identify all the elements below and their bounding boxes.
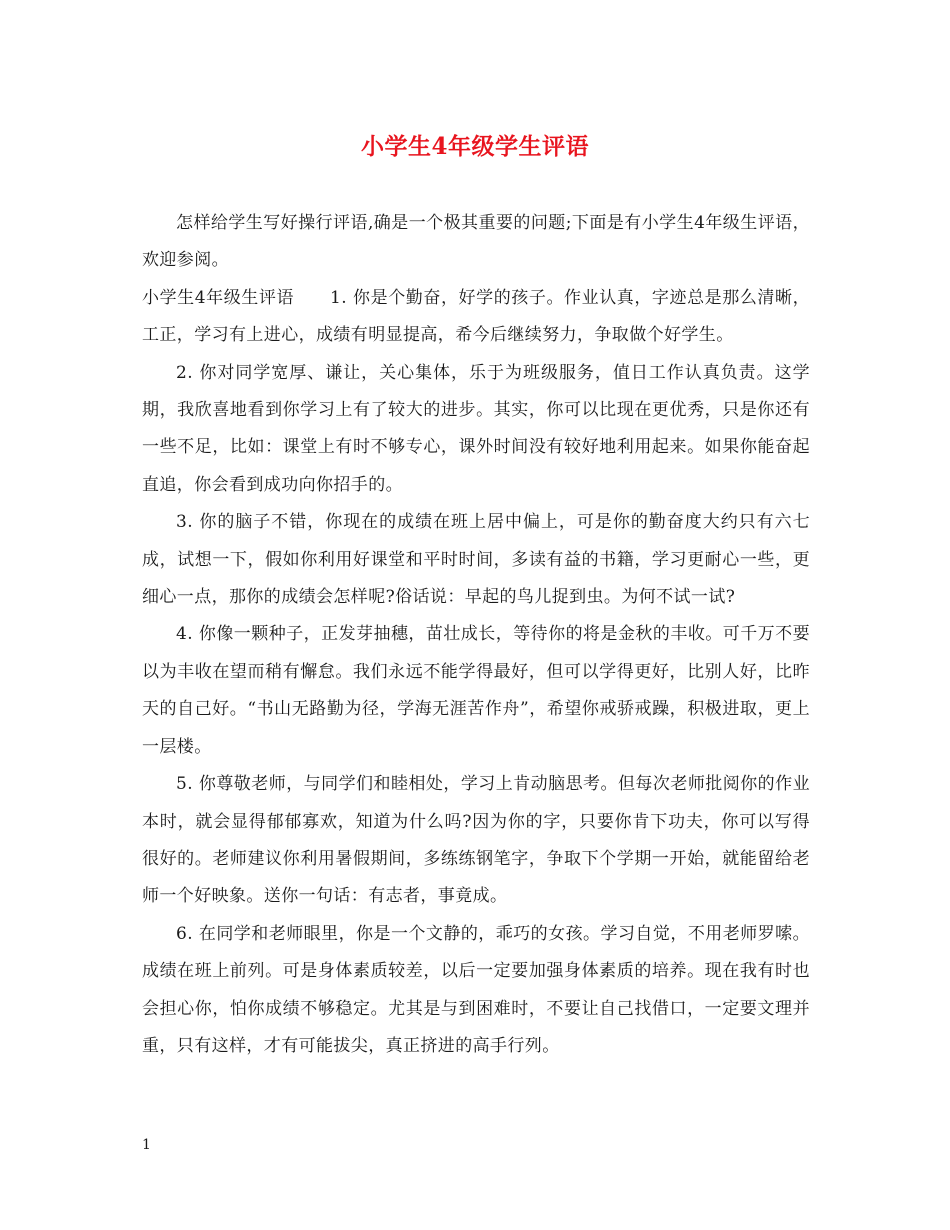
first-comment-paragraph (142, 280, 810, 355)
comment-item-2: 2. 你对同学宽厚、谦让，关心集体，乐于为班级服务，值日工作认真负责。这学期，我欣喜地看到你学习上有了较大的进步。其实，你可以比现在更优秀，只是你还有一些不足，比如：课堂上有时不够专心，课外时间没有较好地利用起来。如果你能奋起直追，你会看到成功向你招手的。 (142, 362, 810, 495)
comment-item-1: 1. 你是个勤奋，好学的孩子。作业认真，字迹总是那么清晰，工正，学习有上进心，成绩有明显提高，希今后继续努力，争取做个好学生。 (142, 287, 810, 346)
section-label: 小学生4年级生评语 (142, 287, 295, 308)
comment-item-6: 6. 在同学和老师眼里，你是一个文静的，乖巧的女孩。学习自觉，不用老师罗嗦。成绩在班上前列。可是身体素质较差，以后一定要加强身体素质的培养。现在我有时也会担心你，怕你成绩不够稳定。尤其是与到困难时，不要让自己找借口，一定要文理并重，只有这样，才有可能拔尖，真正挤进的高手行列。 (142, 923, 810, 1056)
document-body (142, 205, 810, 1065)
intro-paragraph: 怎样给学生写好操行评语,确是一个极其重要的问题;下面是有小学生4年级生评语，欢迎参阅。 (142, 213, 810, 271)
comment-item-3: 3. 你的脑子不错，你现在的成绩在班上居中偏上，可是你的勤奋度大约只有六七成，试想一下，假如你利用好课堂和平时时间，多读有益的书籍，学习更耐心一些，更细心一点，那你的成绩会怎样呢?俗话说：早起的鸟儿捉到虫。为何不试一试? (142, 512, 810, 608)
document-title: 小学生4年级学生评语 (360, 133, 589, 160)
comment-item-4: 4. 你像一颗种子，正发芽抽穗，苗壮成长，等待你的将是金秋的丰收。可千万不要以为丰收在望而稍有懈怠。我们永远不能学得最好，但可以学得更好，比别人好，比昨天的自己好。“书山无路勤为径，学海无涯苦作舟”，希望你戒骄戒躁，积极进取，更上一层楼。 (142, 624, 810, 757)
page-number: 1 (142, 1137, 151, 1153)
comment-item-5: 5. 你尊敬老师，与同学们和睦相处，学习上肯动脑思考。但每次老师批阅你的作业本时，就会显得郁郁寡欢，知道为什么吗?因为你的字，只要你肯下功夫，你可以写得很好的。老师建议你利用暑假期间，多练练钢笔字，争取下个学期一开始，就能留给老师一个好映象。送你一句话：有志者，事竟成。 (142, 774, 810, 907)
